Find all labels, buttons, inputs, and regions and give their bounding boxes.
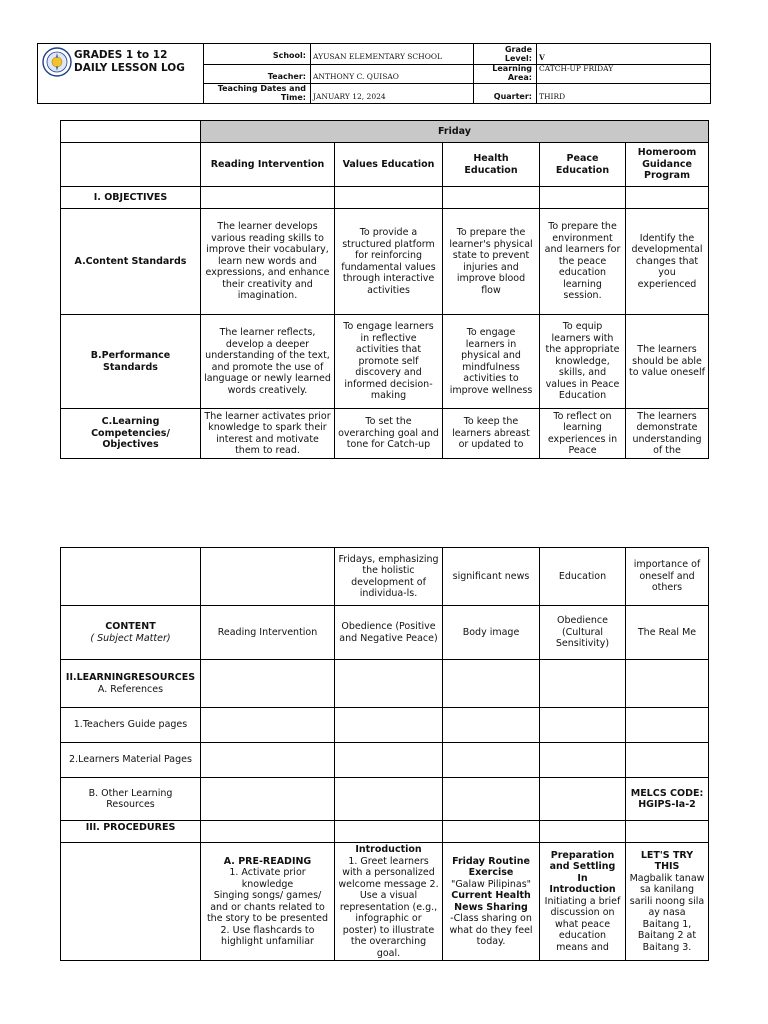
quarter-label: Quarter: xyxy=(493,92,532,101)
competencies-homeroom: The learners demonstrate understanding of the xyxy=(626,409,709,459)
content-standards-label: A.Content Standards xyxy=(61,209,201,315)
procedure-reading xyxy=(201,843,335,961)
competencies-label: C.Learning Competencies/ Objectives xyxy=(61,409,201,459)
other-resources-label: B. Other Learning Resources xyxy=(61,778,201,821)
content-standards-health: To prepare the learner's physical state to prevent injuries and improve blood flow xyxy=(443,209,540,315)
pre-reading-item2: 2. Use flashcards to highlight unfamiliar xyxy=(220,924,315,947)
quarter-value: THIRD xyxy=(539,92,566,101)
col-health: Health Education xyxy=(443,143,540,187)
col-homeroom: Homeroom Guidance Program xyxy=(626,143,709,187)
health-routine-heading: Friday Routine Exercise xyxy=(452,855,530,878)
values-intro-heading: Introduction xyxy=(355,844,422,855)
col-reading: Reading Intervention xyxy=(201,143,335,187)
area-label: Learning Area: xyxy=(492,64,532,82)
content-standards-homeroom: Identify the developmental changes that you experienced xyxy=(626,209,709,315)
continued-homeroom: importance of oneself and others xyxy=(626,548,709,606)
competencies-peace: To reflect on learning experiences in Peace xyxy=(540,409,626,459)
performance-standards-reading: The learner reflects, develop a deeper understanding of the text, and promote the use of language or newly learned words creatively. xyxy=(201,315,335,409)
lesson-table-page2 xyxy=(60,547,709,961)
lesson-table-page1 xyxy=(60,120,709,459)
teacher-value: ANTHONY C. QUISAO xyxy=(313,72,399,81)
procedure-health xyxy=(443,843,540,961)
content-homeroom: The Real Me xyxy=(626,606,709,660)
health-routine-quote: "Galaw Pilipinas" xyxy=(450,878,532,890)
performance-standards-label: B.Performance Standards xyxy=(61,315,201,409)
procedure-homeroom xyxy=(626,843,709,961)
content-values: Obedience (Positive and Negative Peace) xyxy=(335,606,443,660)
procedures-heading: III. PROCEDURES xyxy=(61,821,201,843)
values-intro-body: 1. Greet learners with a personalized welcome message 2. Use a visual representation (e.g., infographic or poster) to illustrate the overarching goal. xyxy=(338,855,439,959)
dates-value: JANUARY 12, 2024 xyxy=(313,92,386,101)
procedure-peace xyxy=(540,843,626,961)
content-standards-peace: To prepare the environment and learners for the peace education learning session. xyxy=(540,209,626,315)
grade-value: V xyxy=(539,53,545,62)
melcs-code: MELCS CODE: HGIPS-Ia-2 xyxy=(626,778,709,821)
deped-seal-icon xyxy=(42,47,72,77)
dates-label: Teaching Dates and Time: xyxy=(217,84,306,102)
col-peace: Peace Education xyxy=(540,143,626,187)
content-health: Body image xyxy=(443,606,540,660)
health-news-body: -Class sharing on what do they feel today. xyxy=(449,913,533,947)
continued-reading xyxy=(201,548,335,606)
continued-peace: Education xyxy=(540,548,626,606)
learners-material-label: 2.Learners Material Pages xyxy=(61,743,201,778)
continued-values: Fridays, emphasizing the holistic development of individua-ls. xyxy=(335,548,443,606)
pre-reading-item1: 1. Activate prior knowledge xyxy=(229,867,306,890)
competencies-health: To keep the learners abreast or updated to xyxy=(443,409,540,459)
homeroom-try-body: Magbalik tanaw sa kanilang sarili noong sila ay nasa Baitang 1, Baitang 2 at Baitang 3. xyxy=(629,872,705,953)
log-title: GRADES 1 to 12 DAILY LESSON LOG xyxy=(74,49,185,74)
school-label: School: xyxy=(272,51,306,60)
area-value: CATCH-UP FRIDAY xyxy=(539,64,614,73)
performance-standards-peace: To equip learners with the appropriate knowledge, skills, and values in Peace Education xyxy=(540,315,626,409)
content-standards-values: To provide a structured platform for reinforcing fundamental values through interactive activities xyxy=(335,209,443,315)
lesson-log-header xyxy=(37,43,711,104)
resources-label-cell xyxy=(61,660,201,708)
col-values: Values Education xyxy=(335,143,443,187)
content-sublabel: ( Subject Matter) xyxy=(90,632,171,644)
peace-prep-heading: Preparation and Settling In xyxy=(549,849,616,884)
pre-reading-note: Singing songs/ games/ and or chants related to the story to be presented xyxy=(206,890,329,924)
performance-standards-homeroom: The learners should be able to value oneself xyxy=(626,315,709,409)
continued-health: significant news xyxy=(443,548,540,606)
competencies-values: To set the overarching goal and tone for Catch-up xyxy=(335,409,443,459)
day-header: Friday xyxy=(201,121,709,143)
competencies-reading: The learner activates prior knowledge to spark their interest and motivate them to read. xyxy=(201,409,335,459)
school-value: AYUSAN ELEMENTARY SCHOOL xyxy=(313,52,442,61)
teacher-label: Teacher: xyxy=(267,72,306,81)
grade-label: Grade Level: xyxy=(504,45,532,63)
homeroom-try-heading: LET'S TRY THIS xyxy=(640,849,694,873)
resources-label: II.LEARNINGRESOURCES xyxy=(65,672,196,683)
performance-standards-health: To engage learners in physical and mindfulness activities to improve wellness xyxy=(443,315,540,409)
teachers-guide-label: 1.Teachers Guide pages xyxy=(61,708,201,743)
performance-standards-values: To engage learners in reflective activities that promote self discovery and informed decision-making xyxy=(335,315,443,409)
content-peace: Obedience (Cultural Sensitivity) xyxy=(540,606,626,660)
procedure-values xyxy=(335,843,443,961)
peace-intro-heading: Introduction xyxy=(549,884,616,896)
content-label-cell xyxy=(61,606,201,660)
content-reading: Reading Intervention xyxy=(201,606,335,660)
pre-reading-heading: A. PRE-READING xyxy=(223,855,312,867)
content-standards-reading: The learner develops various reading skills to improve their vocabulary, learn new words and expressions, and enhance their creativity and imagination. xyxy=(201,209,335,315)
peace-intro-body: Initiating a brief discussion on what peace education means and xyxy=(544,895,621,953)
objectives-heading: I. OBJECTIVES xyxy=(61,187,201,209)
references-label: A. References xyxy=(97,683,164,695)
content-label: CONTENT xyxy=(105,621,156,632)
health-news-heading: Current Health News Sharing xyxy=(451,890,531,913)
